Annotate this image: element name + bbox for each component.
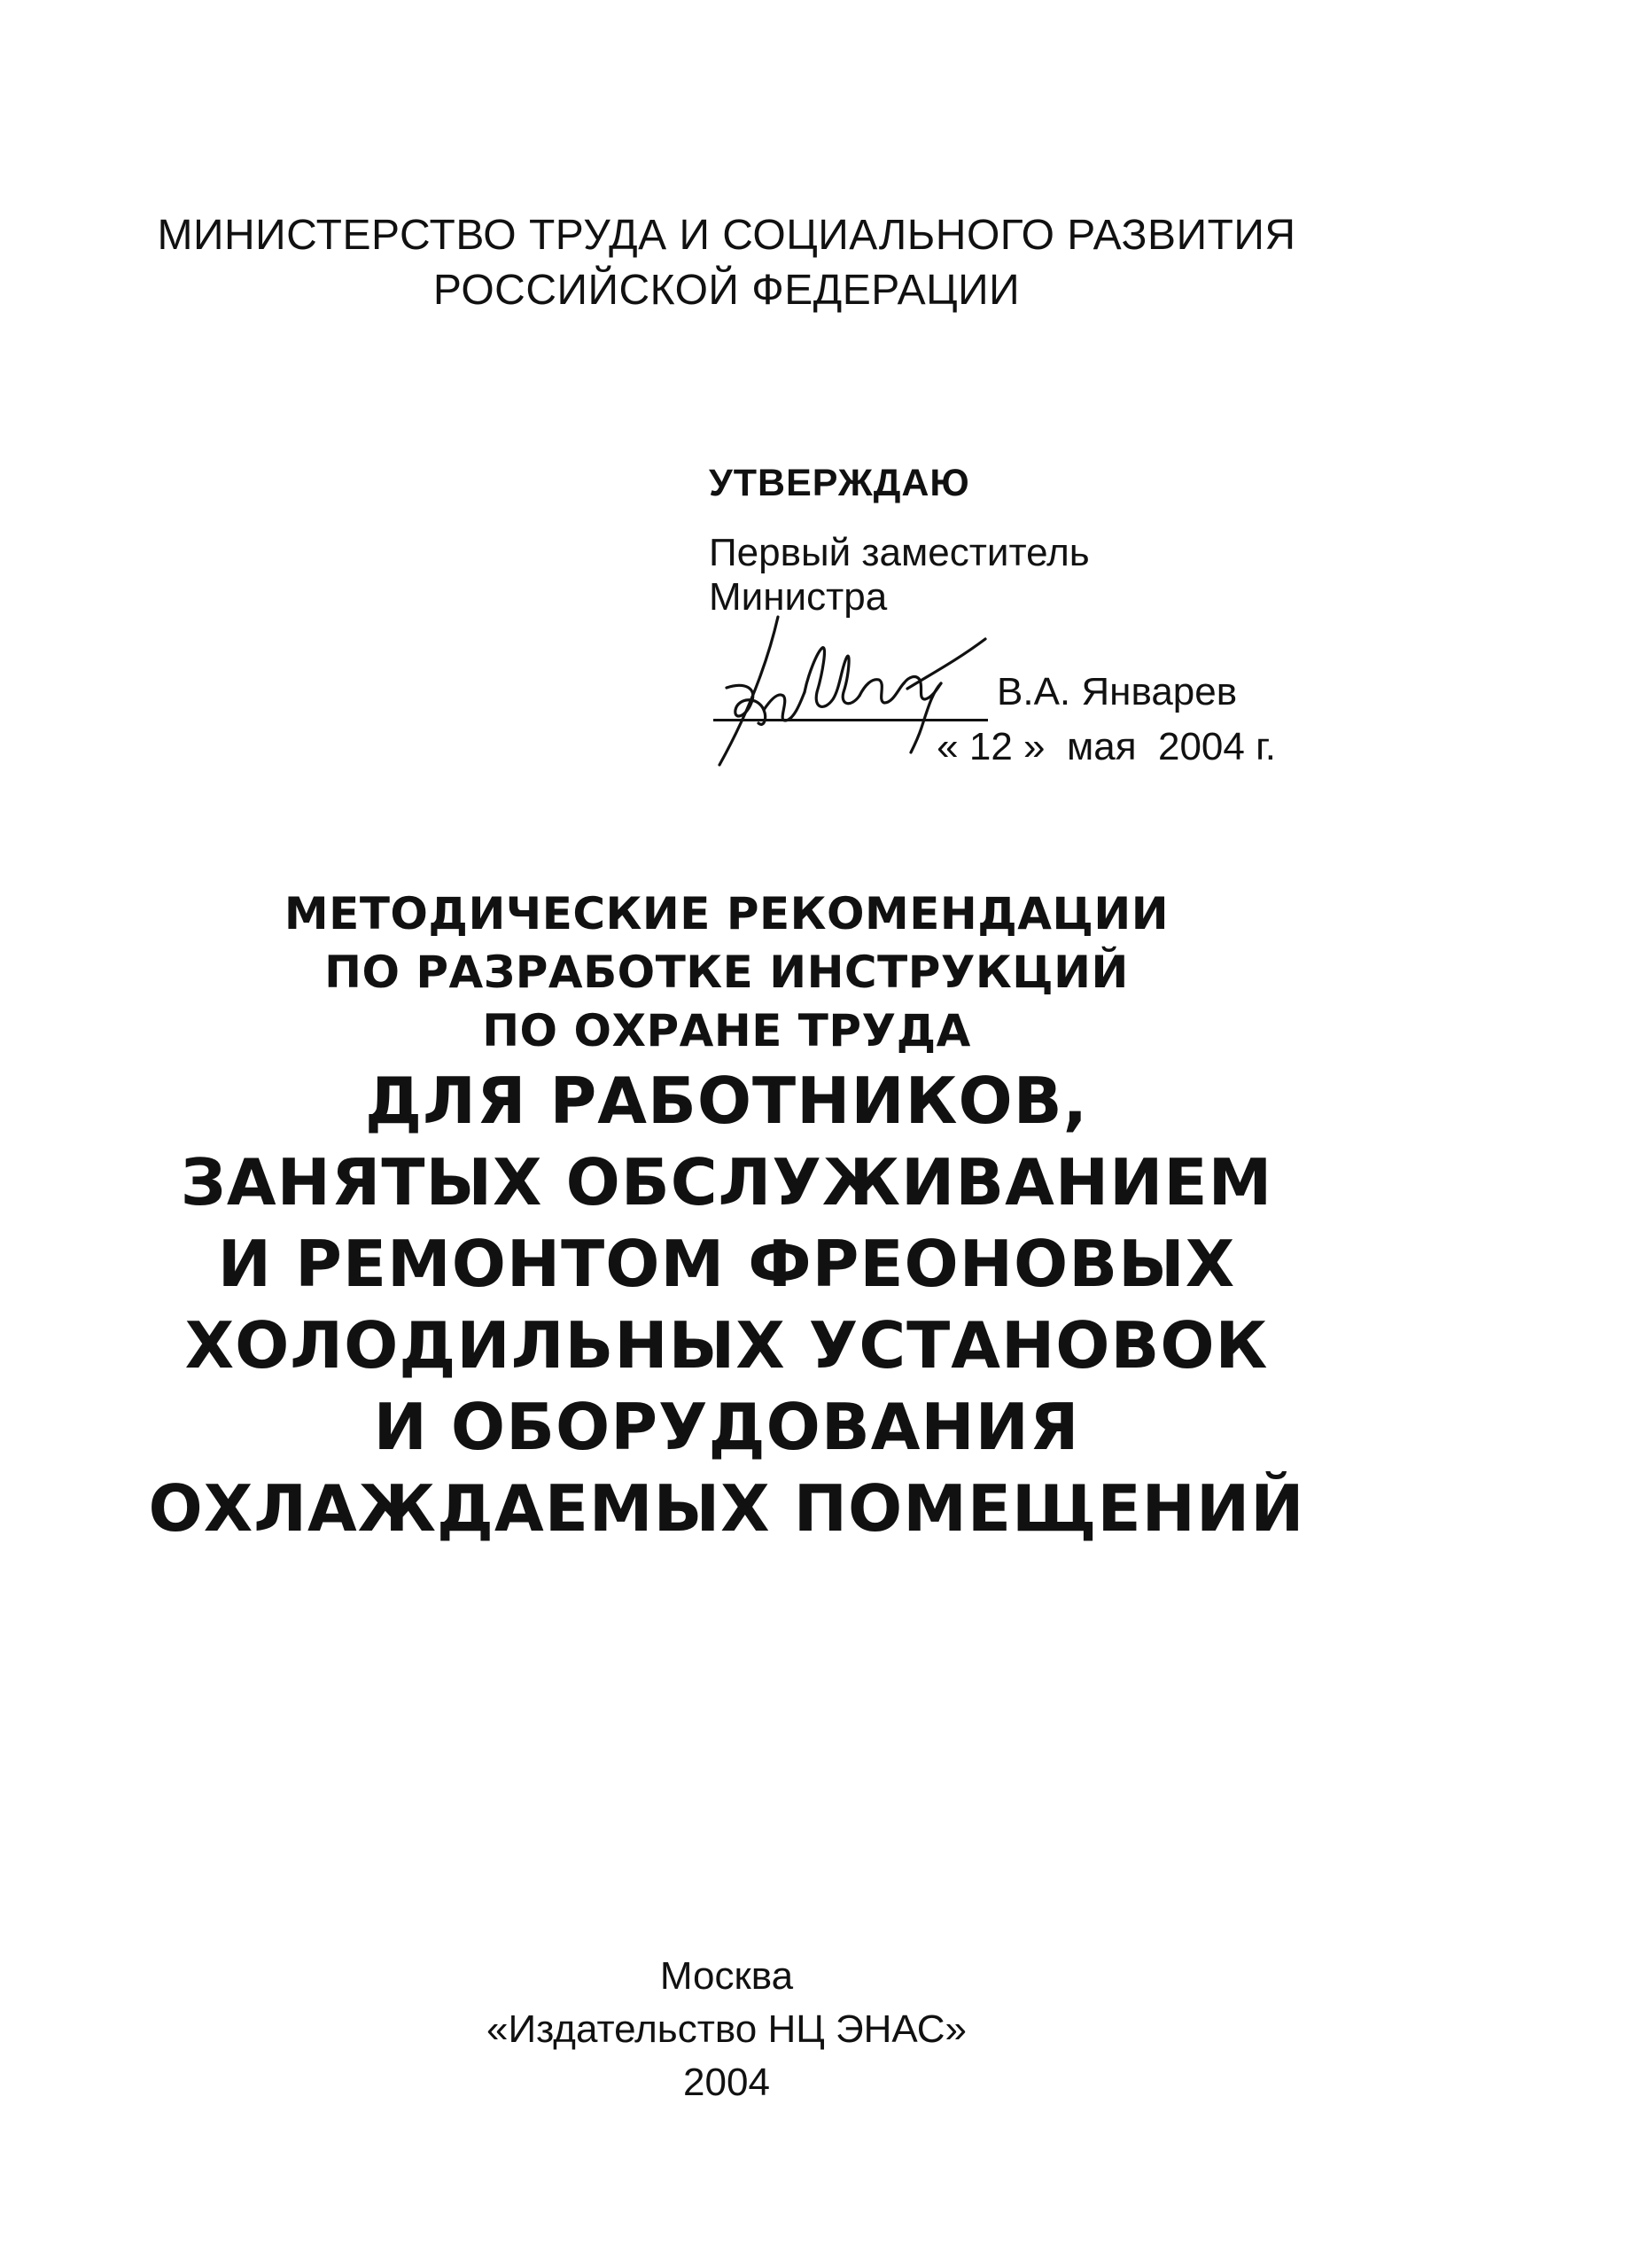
document-title (0, 885, 1453, 1549)
date-close-quote: » (1023, 725, 1046, 768)
title-main-line: И РЕМОНТОМ ФРЕОНОВЫХ (217, 1227, 1236, 1301)
position-line-1: Первый заместитель (709, 531, 1090, 574)
signer-name: В.А. Январев (997, 670, 1238, 713)
title-main-line: ЗАНЯТЫХ ОБСЛУЖИВАНИЕМ (180, 1145, 1273, 1220)
publisher-block (0, 1950, 1453, 2109)
publisher-city: Москва (659, 1954, 794, 1998)
publisher-name: «Издательство НЦ ЭНАС» (486, 2007, 968, 2051)
approval-block (709, 456, 1329, 728)
title-main-line: ДЛЯ РАБОТНИКОВ, (365, 1064, 1088, 1138)
title-main-line: И ОБОРУДОВАНИЯ (373, 1390, 1080, 1464)
date-day: 12 (968, 725, 1013, 768)
signature-line (709, 657, 1329, 728)
title-sub-line: МЕТОДИЧЕСКИЕ РЕКОМЕНДАЦИИ (284, 888, 1170, 939)
title-main-line: ОХЛАЖДАЕМЫХ ПОМЕЩЕНИЙ (148, 1471, 1305, 1546)
ministry-header (0, 208, 1453, 318)
title-sub-line: ПО РАЗРАБОТКЕ ИНСТРУКЦИЙ (324, 947, 1129, 998)
position-line-2: Министра (709, 575, 888, 619)
title-main-line: ХОЛОДИЛЬНЫХ УСТАНОВОК (184, 1308, 1269, 1383)
ministry-line-2: РОССИЙСКОЙ ФЕДЕРАЦИИ (432, 267, 1021, 314)
title-sub-line: ПО ОХРАНЕ ТРУДА (482, 1005, 971, 1056)
approve-heading: УТВЕРЖДАЮ (709, 462, 970, 504)
approval-date (709, 722, 1276, 772)
date-open-quote: « (937, 725, 959, 768)
date-year: 2004 г. (1157, 725, 1276, 768)
ministry-line-1: МИНИСТЕРСТВО ТРУДА И СОЦИАЛЬНОГО РАЗВИТИЯ (157, 212, 1296, 259)
publisher-year: 2004 (683, 2061, 770, 2104)
date-month: мая (1066, 725, 1137, 768)
